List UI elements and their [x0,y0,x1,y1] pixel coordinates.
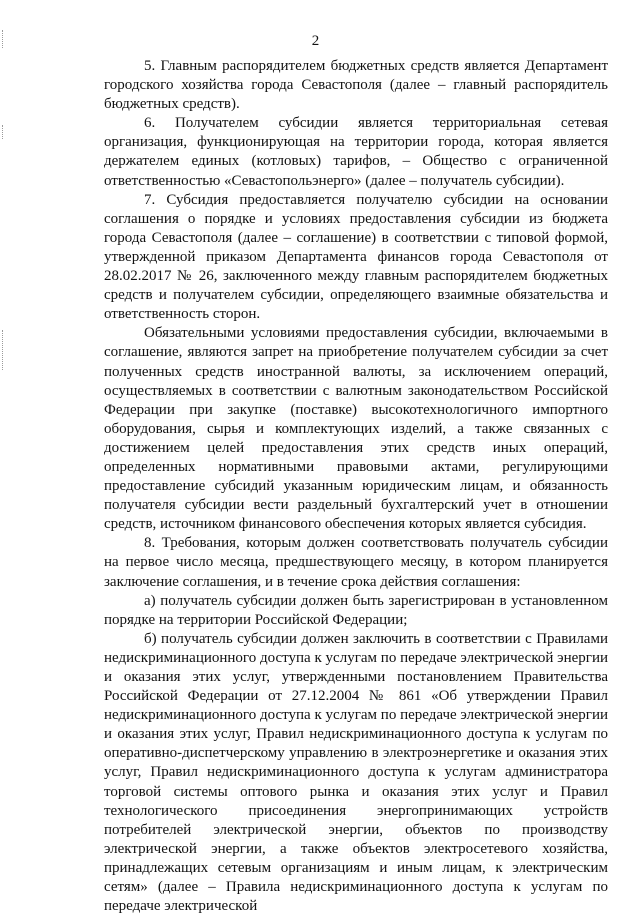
paragraph-7-conditions: Обязательными условиями предоставления субсидии, включаемыми в соглашение, являются запрет на приобретение получателем субсидии за счет полученных средств иностранной валюты, за исключением операций, осуществляемых в соответствии с валютным законодательством Российской Федерации при закупке (поставке) высокотехнологичного импортного оборудования, сырья и комплектующих изделий, а также связанных с достижением целей предоставления этих средств иных операций, определенных нормативными правовыми актами, регулирующими предоставление субсидий указанным юридическим лицам, и обязанность получателя субсидии вести раздельный бухгалтерский учет в отношении средств, источником финансового обеспечения которых является субсидия. [104,325,608,533]
paragraph-8b: б) получатель субсидии должен заключить в соответствии с Правилами недискриминационного доступа к услугам по передаче электрической энергии и оказания этих услуг, утвержденными постановлением Правительства Российской Федерации от 27.12.2004 № 861 «Об утверждении Правил недискриминационного доступа к услугам по передаче электрической энергии и оказания этих услуг, Правил недискриминационного доступа к услугам по оперативно-диспетчерскому управлению в электроэнергетике и оказания этих услуг, Правил недискриминационного доступа к услугам администратора торговой системы оптового рынка и оказания этих услуг и Правил технологического присоединения энергопринимающих устройств потребителей электрической энергии, объектов по производству электрической энергии, а также объектов электросетевого хозяйства, принадлежащих сетевым организациям и иным лицам, к электрическим сетям» (далее – Правила недискриминационного доступа к услугам по передаче электрической [104,630,608,915]
paragraph-8: 8. Требования, которым должен соответствовать получатель субсидии на первое число месяца, предшествующего месяцу, в котором планируется заключение соглашения, и в течение срока действия соглашения: [104,535,608,590]
paragraph-6: 6. Получателем субсидии является территориальная сетевая организация, функционирующая на территории города, которая является держателем единых (котловых) тарифов, – Общество с ограниченной ответственностью «Севастопольэнерго» (далее – получатель субсидии). [104,115,608,189]
scan-mark [2,330,13,370]
paragraph-5: 5. Главным распорядителем бюджетных средств является Департамент городского хозяйства города Севастополя (далее – главный распорядитель бюджетных средств). [104,58,608,113]
document-body [104,57,608,916]
page-number: 2 [311,33,320,49]
scan-mark [2,125,13,139]
paragraph-7: 7. Субсидия предоставляется получателю субсидии на основании соглашения о порядке и условиях предоставления субсидии из бюджета города Севастополя (далее – соглашение) в соответствии с типовой формой, утвержденной приказом Департамента финансов города Севастополя от 28.02.2017 № 26, заключенного между главным распорядителем бюджетных средств и получателем субсидии, определяющего взаимные обязательства и ответственность сторон. [104,191,608,323]
paragraph-8a: а) получатель субсидии должен быть зарегистрирован в установленном порядке на территории Российской Федерации; [104,592,608,628]
